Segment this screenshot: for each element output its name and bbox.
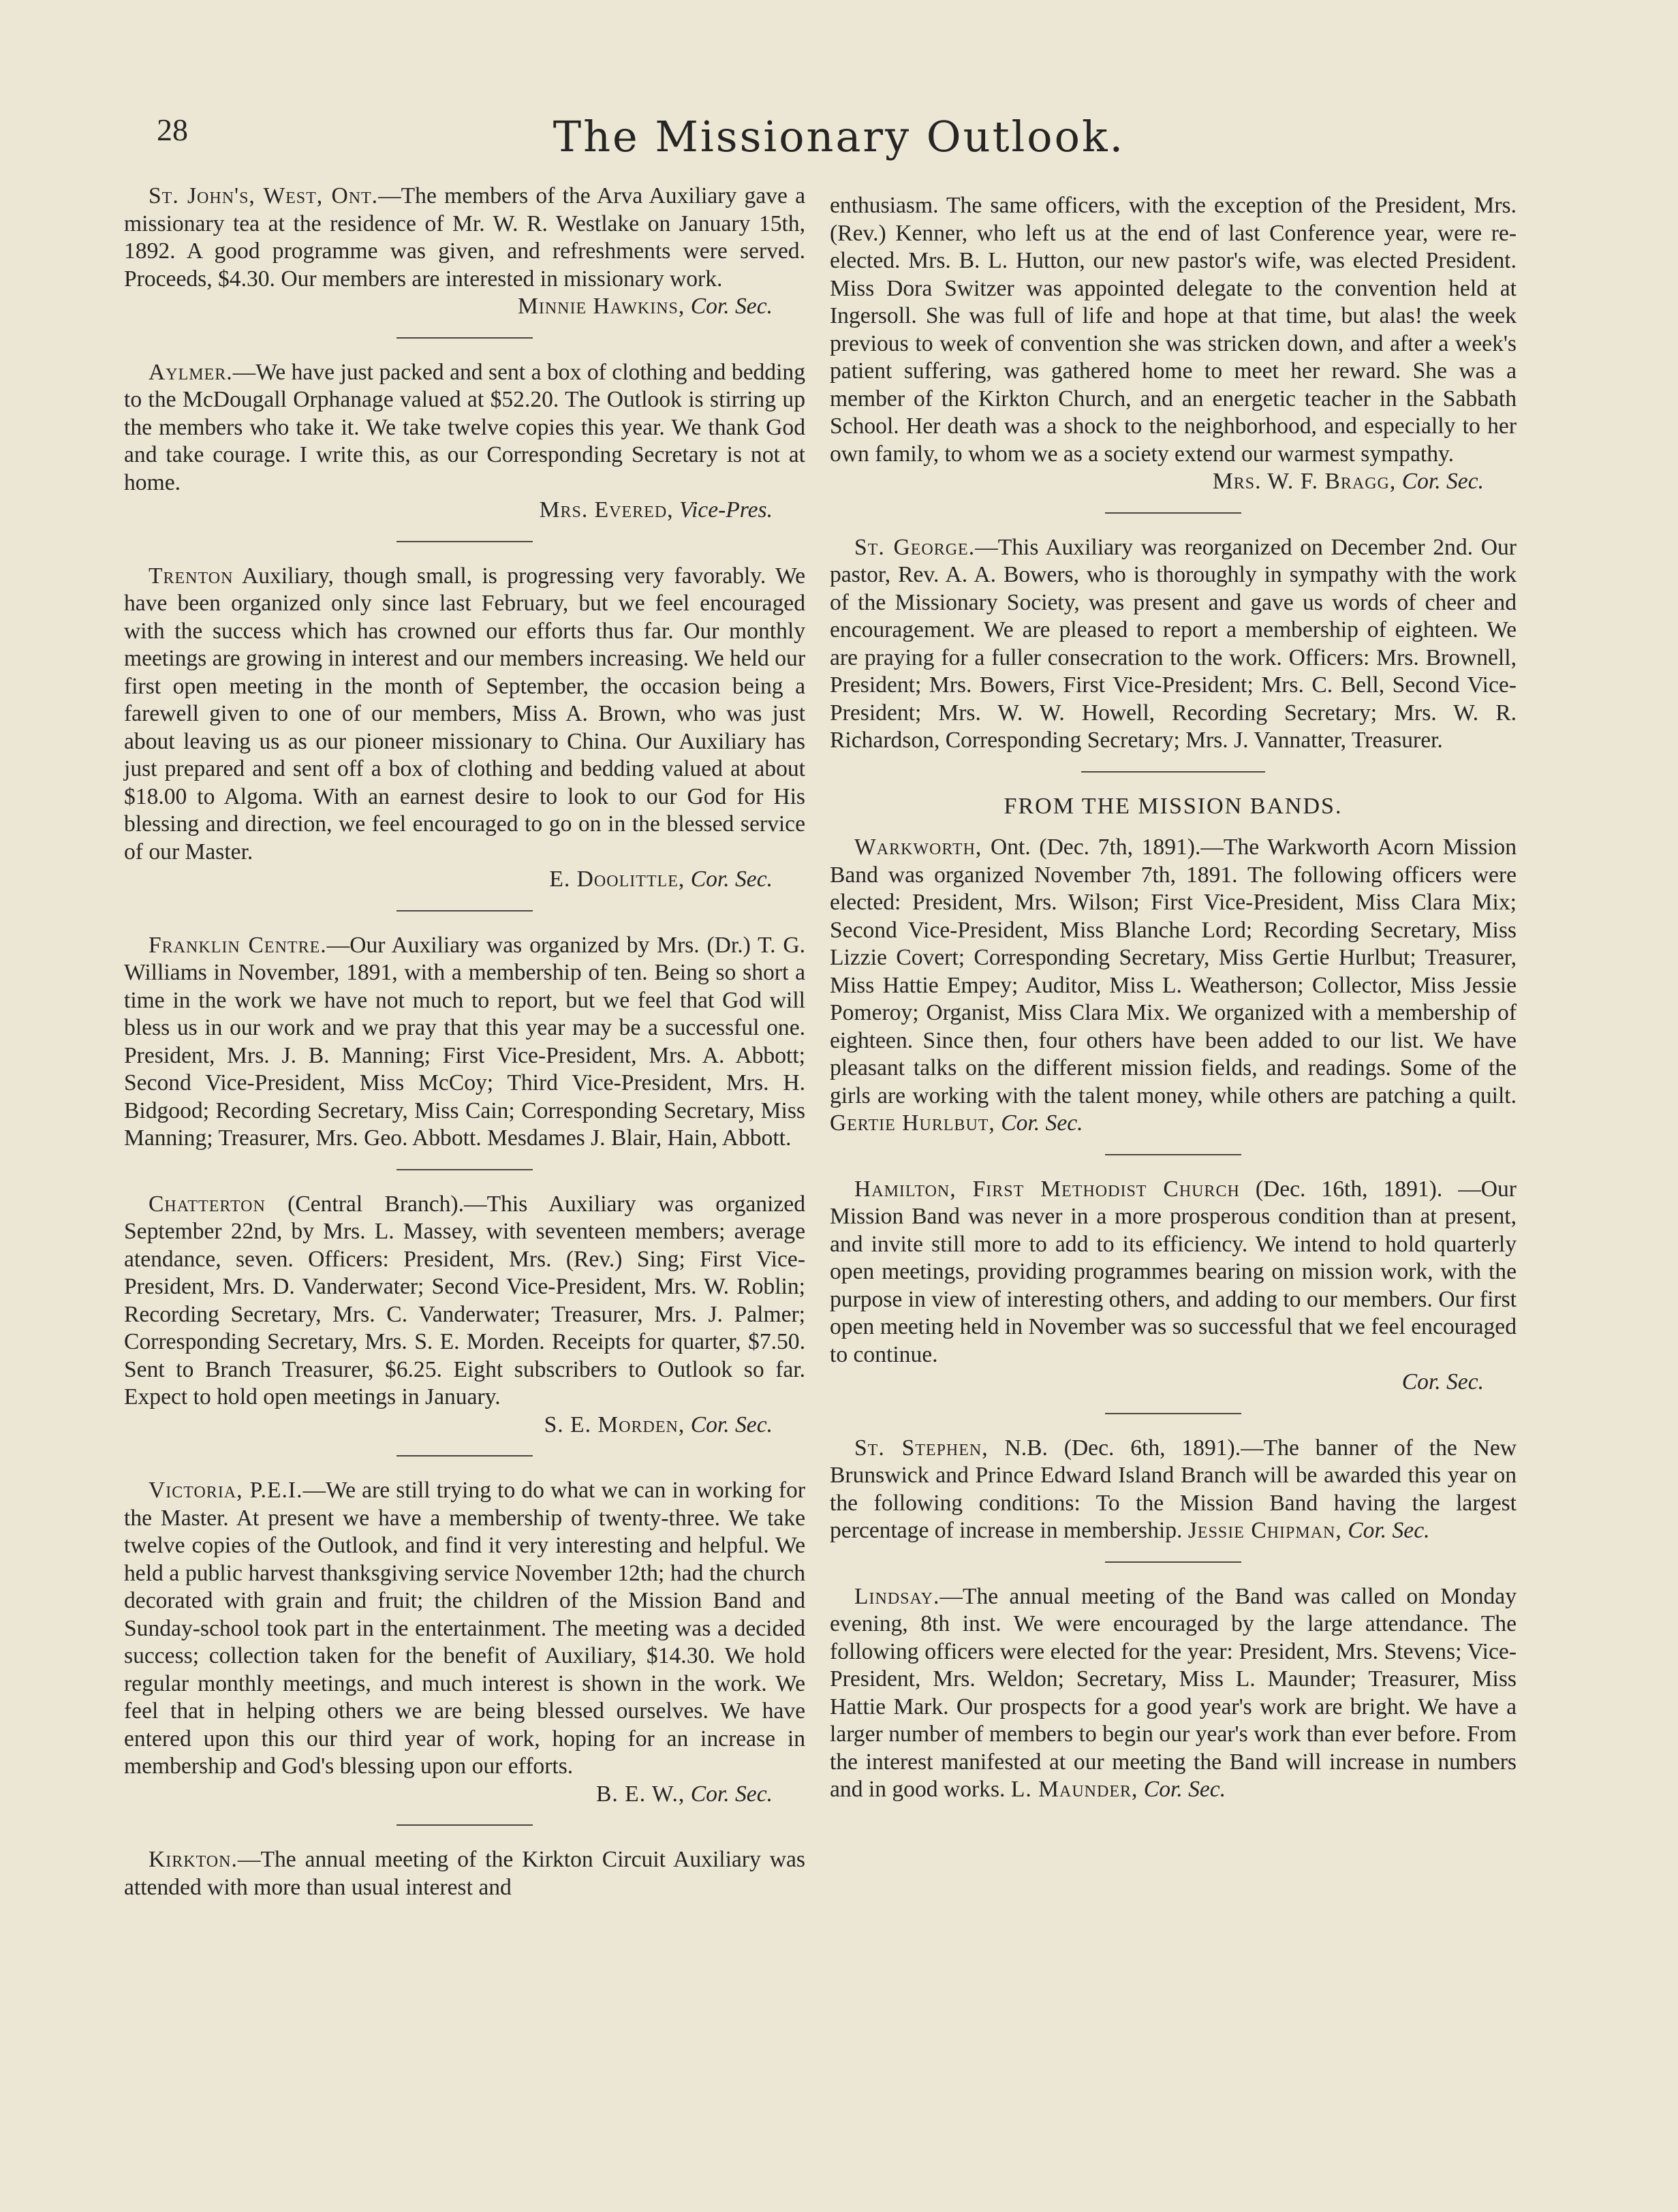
report-body: —We are still trying to do what we can in working for the Master. At present we have a membership of twenty-three. We take twelve copies of the Outlook, and find it very interesting and helpful. We held a public harvest thanksgiving service November 12th; had the church decorated with grain and fruit; the children of the Mission Band and Sunday-school took part in the entertainment. The meeting was a decided success; collection taken for the benefit of Auxiliary, $14.30. We hold regular monthly meetings, and much interest is shown in the work. We feel that in helping others we are being blessed ourselves. We have entered upon this our third year of work, hoping for an increase in membership and God's blessing upon our efforts. <box>124 1478 805 1779</box>
divider-rule <box>397 910 533 912</box>
divider-rule <box>1105 1413 1241 1414</box>
band-st-stephen <box>830 1435 1517 1545</box>
report-heading: Chatterton <box>149 1191 266 1217</box>
signature: Mrs. Evered, Vice-Pres. <box>539 497 773 523</box>
report-chatterton <box>124 1191 805 1439</box>
report-trenton <box>124 563 805 894</box>
right-column <box>830 192 1517 1804</box>
signature: Mrs. W. F. Bragg, Cor. Sec. <box>1212 469 1484 494</box>
left-column <box>124 183 805 1901</box>
report-heading: Kirkton. <box>149 1847 238 1872</box>
report-body: (Dec. 16th, 1891). —Our Mission Band was never in a more prosperous condition than at present, and invite still more to add to its efficiency. We intend to hold quarterly open meetings, providing programmes bearing on mission work, with the purpose in view of interesting others, and adding to our members. Our first open meeting held in November was so successful that we feel encouraged to continue. <box>830 1176 1517 1367</box>
divider-rule <box>397 337 533 339</box>
divider-rule <box>397 1824 533 1826</box>
divider-rule <box>397 1455 533 1457</box>
report-aylmer <box>124 359 805 525</box>
signature: Gertie Hurlbut, Cor. Sec. <box>830 1110 1083 1136</box>
report-heading: Victoria, P.E.I. <box>149 1478 303 1503</box>
report-heading: St. Stephen, <box>854 1435 989 1461</box>
report-kirkton-continued <box>830 192 1517 496</box>
band-hamilton <box>830 1176 1517 1397</box>
divider-rule <box>1105 512 1241 514</box>
report-heading: Trenton <box>149 563 234 589</box>
report-heading: Aylmer. <box>149 359 233 385</box>
signature: L. Maunder, Cor. Sec. <box>1010 1777 1226 1802</box>
report-heading: St. John's, West, Ont. <box>149 183 379 208</box>
masthead-title: The Missionary Outlook. <box>553 112 1125 161</box>
band-warkworth <box>830 834 1517 1138</box>
report-body: —We have just packed and sent a box of clothing and bedding to the McDougall Orphanage valued at $52.20. The Outlook is stirring up the members who take it. We take twelve copies this year. We thank God and take courage. I write this, as our Corresponding Secretary is not at home. <box>124 359 805 495</box>
section-title: FROM THE MISSION BANDS. <box>1004 793 1343 819</box>
report-body: Auxiliary, though small, is progressing very favorably. We have been organized only since last February, but we feel encouraged with the success which has crowned our efforts thus far. Our monthly meetings are growing in interest and our members increasing. We held our first open meeting in the month of September, the occasion being a farewell given to one of our members, Miss A. Brown, who was just about leaving us as our pioneer missionary to China. Our Auxiliary has just prepared and sent off a box of clothing and bedding valued at about $18.00 to Algoma. With an earnest desire to look to our God for His blessing and direction, we feel encouraged to go on in the blessed service of our Master. <box>124 563 805 864</box>
report-body: —The annual meeting of the Band was called on Monday evening, 8th inst. We were encouraged by the large attendance. The following officers were elected for the year: President, Mrs. Stevens; Vice-President, Mrs. Weldon; Secretary, Miss L. Maunder; Treasurer, Miss Hattie Mark. Our prospects for a good year's work are bright. We have a larger number of members to begin our year's work than ever before. From the interest manifested at our meeting the Band will increase in numbers and in good works. <box>830 1583 1517 1802</box>
divider-rule <box>1105 1154 1241 1155</box>
report-heading: St. George. <box>854 534 976 560</box>
signature: S. E. Morden, Cor. Sec. <box>544 1412 773 1437</box>
report-st-george <box>830 534 1517 755</box>
report-body: —The annual meeting of the Kirkton Circuit Auxiliary was attended with more than usual interest and <box>124 1847 805 1900</box>
section-rule <box>1081 771 1265 773</box>
report-heading: Hamilton, First Methodist Church <box>854 1176 1240 1202</box>
signature: B. E. W., Cor. Sec. <box>596 1781 773 1807</box>
divider-rule <box>397 1169 533 1170</box>
report-heading: Warkworth, <box>854 835 982 860</box>
report-victoria-pei <box>124 1477 805 1808</box>
report-heading: Lindsay. <box>854 1583 940 1609</box>
report-body: enthusiasm. The same officers, with the exception of the President, Mrs. (Rev.) Kenner, who left us at the end of last Conference year, were re-elected. Mrs. B. L. Hutton, our new pastor's wife, was elected President. Miss Dora Switzer was appointed delegate to the convention held at Ingersoll. She was full of life and hope at that time, but alas! the week previous to week of convention she was stricken down, and after a week's patient suffering, was gathered home to meet her reward. She was a member of the Kirkton Church, and an energetic teacher in the Sabbath School. Her death was a shock to the neighborhood, and especially to her own family, to whom we as a society extend our warmest sympathy. <box>830 193 1517 467</box>
report-body: Ont. (Dec. 7th, 1891).—The Warkworth Acorn Mission Band was organized November 7th, 1891. The following officers were elected: President, Mrs. Wilson; First Vice-President, Miss Clara Mix; Second Vice-President, Miss Blanche Lord; Recording Secretary, Miss Lizzie Covert; Corresponding Secretary, Miss Gertie Hurlbut; Treasurer, Miss Hattie Empey; Auditor, Miss L. Weatherson; Collector, Miss Jessie Pomeroy; Organist, Miss Clara Mix. We organized with a membership of eighteen. Since then, four others have been added to our list. We have pleasant talks on the different mission fields, and readings. Some of the girls are working with the talent money, while others are patching a quilt. <box>830 835 1517 1108</box>
divider-rule <box>1105 1561 1241 1563</box>
report-body: —This Auxiliary was reorganized on December 2nd. Our pastor, Rev. A. A. Bowers, who is thoroughly in sympathy with the work of the Missionary Society, was present and gave us words of cheer and encouragement. We are pleased to report a membership of eighteen. We are praying for a fuller consecration to the work. Officers: Mrs. Brownell, President; Mrs. Bowers, First Vice-President; Mrs. C. Bell, Second Vice-President; Mrs. W. W. Howell, Recording Secretary; Mrs. W. R. Richardson, Corresponding Secretary; Mrs. J. Vannatter, Treasurer. <box>830 534 1517 753</box>
divider-rule <box>397 541 533 542</box>
page-number: 28 <box>157 112 188 147</box>
report-body: (Central Branch).—This Auxiliary was organized September 22nd, by Mrs. L. Massey, with seventeen members; average atendance, seven. Officers: President, Mrs. (Rev.) Sing; First Vice-President, Mrs. D. Vanderwater; Second Vice-President, Mrs. W. Roblin; Recording Secretary, Mrs. C. Vanderwater; Treasurer, Mrs. J. Palmer; Corresponding Secretary, Mrs. S. E. Morden. Receipts for quarter, $7.50. Sent to Branch Treasurer, $6.25. Eight subscribers to Outlook so far. Expect to hold open meetings in January. <box>124 1191 805 1409</box>
signature: Jessie Chipman, Cor. Sec. <box>1187 1518 1430 1543</box>
report-kirkton <box>124 1846 805 1901</box>
signature: Cor. Sec. <box>1401 1369 1484 1395</box>
report-body: —Our Auxiliary was organized by Mrs. (Dr.) T. G. Williams in November, 1891, with a membership of ten. Being so short a time in the work we have not much to report, but we feel that God will bless us in our work and we pray that this year may be a successful one. President, Mrs. J. B. Manning; First Vice-President, Mrs. A. Abbott; Second Vice-President, Miss McCoy; Third Vice-President, Mrs. H. Bidgood; Recording Secretary, Miss Cain; Corresponding Secretary, Miss Manning; Treasurer, Mrs. Geo. Abbott. Mesdames J. Blair, Hain, Abbott. <box>124 932 805 1151</box>
signature: E. Doolittle, Cor. Sec. <box>549 867 773 892</box>
report-st-johns-west <box>124 183 805 321</box>
report-body: N.B. (Dec. 6th, 1891).—The banner of the New Brunswick and Prince Edward Island Branch will be awarded this year on the following conditions: To the Mission Band having the largest percentage of increase in membership. <box>830 1435 1517 1543</box>
band-lindsay <box>830 1583 1517 1804</box>
signature: Minnie Hawkins, Cor. Sec. <box>518 294 773 319</box>
report-heading: Franklin Centre. <box>149 932 327 958</box>
report-body: —The members of the Arva Auxiliary gave a missionary tea at the residence of Mr. W. R. Westlake on January 15th, 1892. A good programme was given, and refreshments were served. Proceeds, $4.30. Our members are interested in missionary work. <box>124 183 806 292</box>
report-franklin-centre <box>124 932 805 1153</box>
